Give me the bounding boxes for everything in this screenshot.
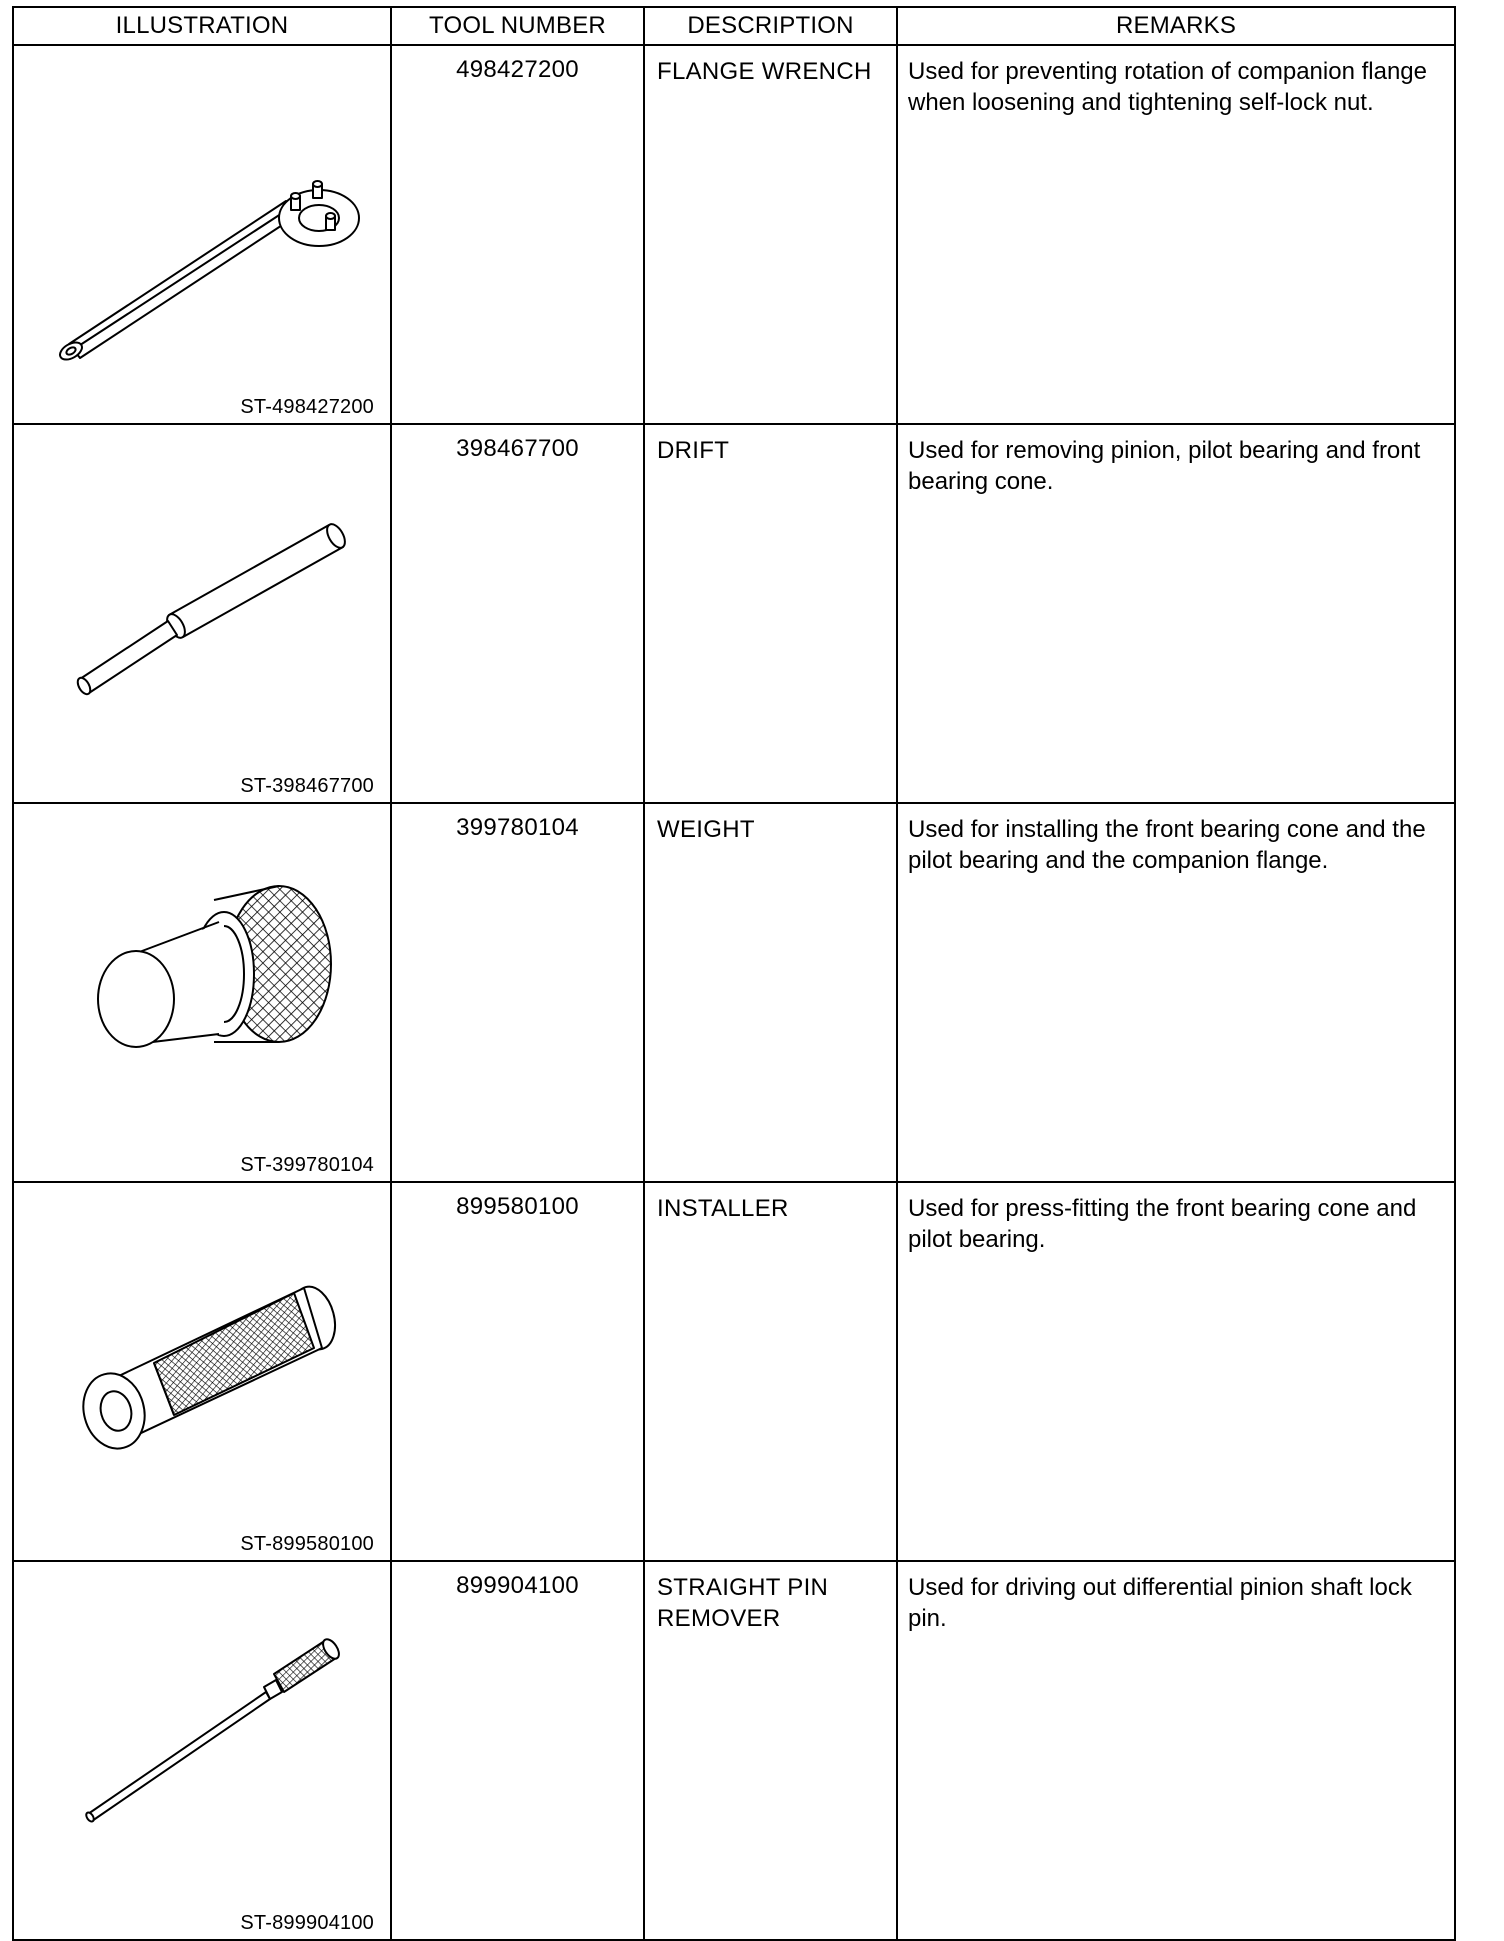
illustration-cell	[13, 424, 391, 803]
tool-remarks: Used for installing the front bearing cone and the pilot bearing and the companion flange.	[897, 803, 1455, 1182]
table-row	[13, 424, 1455, 803]
tool-remarks: Used for preventing rotation of companion flange when loosening and tightening self-lock nut.	[897, 45, 1455, 424]
illustration-code: ST-398467700	[240, 775, 374, 797]
tool-number: 498427200	[391, 45, 644, 424]
table-row	[13, 1182, 1455, 1561]
tool-description: INSTALLER	[644, 1182, 897, 1561]
header-description: DESCRIPTION	[644, 7, 897, 45]
tool-description: STRAIGHT PIN REMOVER	[644, 1561, 897, 1940]
illustration-cell	[13, 1561, 391, 1940]
illustration-cell	[13, 45, 391, 424]
illustration-cell	[13, 803, 391, 1182]
tool-number: 398467700	[391, 424, 644, 803]
tool-remarks: Used for press-fitting the front bearing cone and pilot bearing.	[897, 1182, 1455, 1561]
tool-description: WEIGHT	[644, 803, 897, 1182]
illustration-cell	[13, 1182, 391, 1561]
tool-description: FLANGE WRENCH	[644, 45, 897, 424]
table-row	[13, 45, 1455, 424]
illustration-code: ST-498427200	[240, 396, 374, 418]
weight-icon	[14, 804, 390, 1170]
tool-number: 899904100	[391, 1561, 644, 1940]
drift-icon	[14, 425, 390, 791]
flange-wrench-icon	[14, 46, 390, 412]
header-remarks: REMARKS	[897, 7, 1455, 45]
illustration-code: ST-899904100	[240, 1912, 374, 1934]
installer-icon	[14, 1183, 390, 1549]
table-row	[13, 803, 1455, 1182]
illustration-code: ST-399780104	[240, 1154, 374, 1176]
table-row	[13, 1561, 1455, 1940]
header-illustration: ILLUSTRATION	[13, 7, 391, 45]
table-header-row	[13, 7, 1455, 45]
straight-pin-remover-icon	[14, 1562, 390, 1928]
tool-number: 399780104	[391, 803, 644, 1182]
tool-remarks: Used for driving out differential pinion shaft lock pin.	[897, 1561, 1455, 1940]
tool-description: DRIFT	[644, 424, 897, 803]
special-tools-table	[12, 6, 1456, 1941]
tool-number: 899580100	[391, 1182, 644, 1561]
tool-remarks: Used for removing pinion, pilot bearing and front bearing cone.	[897, 424, 1455, 803]
header-tool-number: TOOL NUMBER	[391, 7, 644, 45]
illustration-code: ST-899580100	[240, 1533, 374, 1555]
